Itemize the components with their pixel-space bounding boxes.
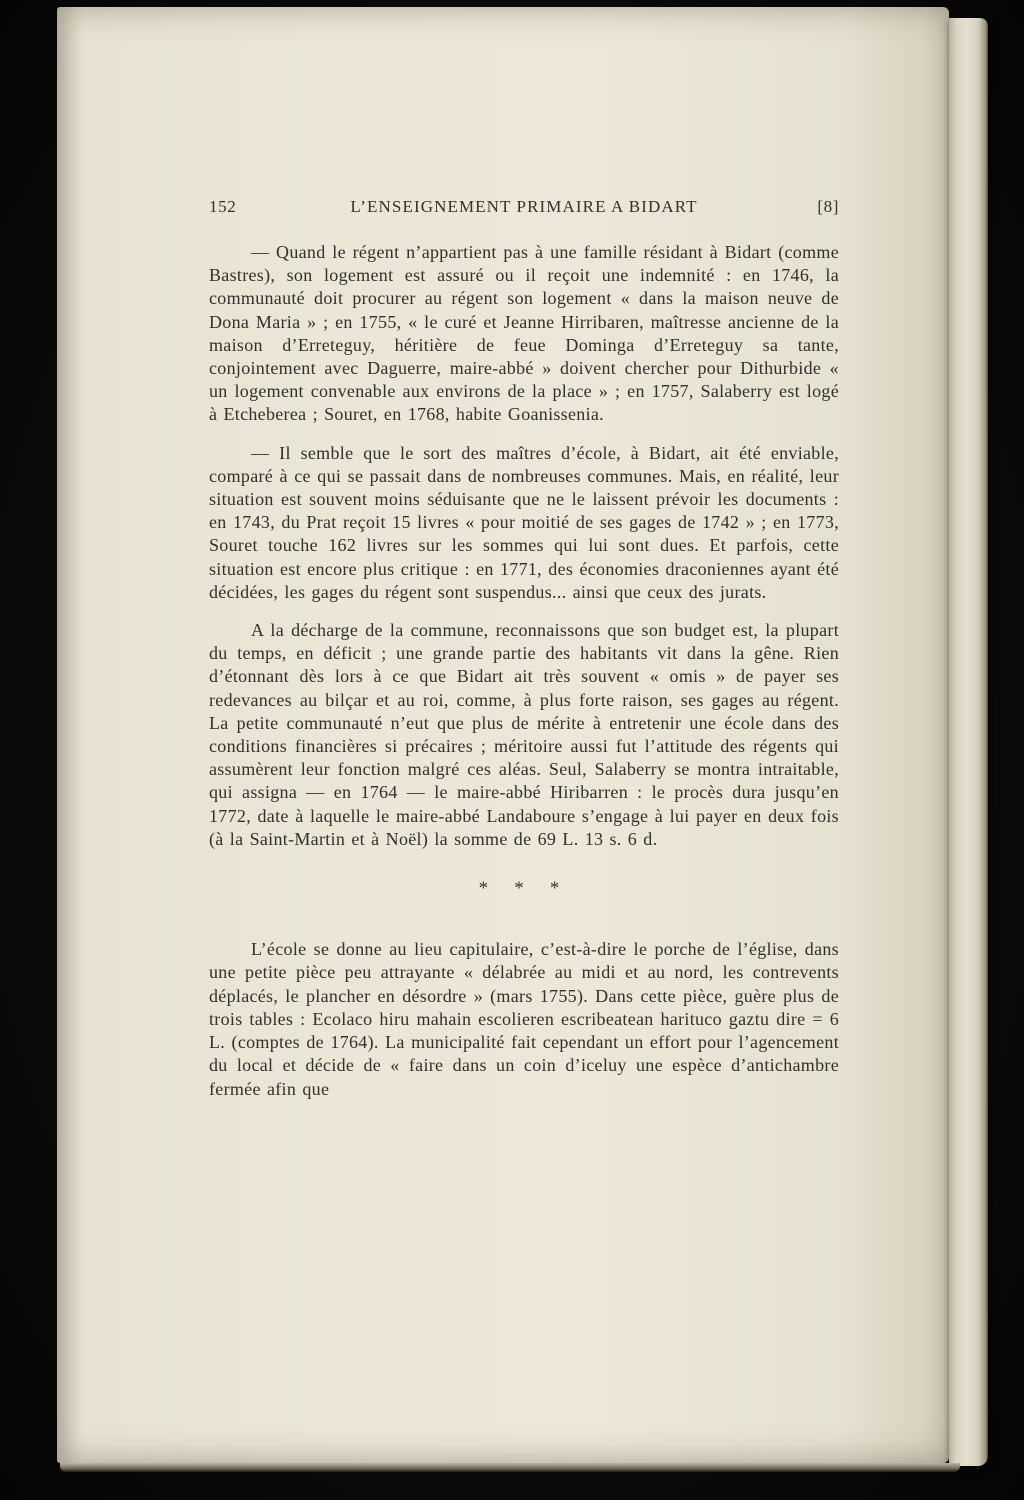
header-folio: [8] — [817, 197, 839, 216]
page-bottom-edge — [60, 1463, 960, 1472]
paragraph: — Il semble que le sort des maîtres d’école, à Bidart, ait été enviable, comparé à ce qui se passait dans de nombreuses communes. Mais, en réalité, leur situation est souvent moins séduisante que ne le laissent prévoir les documents : en 1743, du Prat reçoit 15 livres « pour moitié de ses gages de 1742 » ; en 1773, Souret touche 162 livres sur les sommes qui lui sont dues. Et parfois, cette situation est encore plus critique : en 1771, des économies draconiennes ayant été décidées, les gages du régent sont suspendus... ainsi que ceux des jurats. — [209, 442, 839, 602]
page-content — [209, 197, 839, 1116]
book-page — [57, 7, 949, 1463]
page-body — [209, 241, 839, 1101]
header-title: L’ENSEIGNEMENT PRIMAIRE A BIDART — [350, 197, 698, 216]
paragraph: L’école se donne au lieu capitulaire, c’est-à-dire le porche de l’église, dans une petite pièce peu attrayante « délabrée au midi et au nord, les contrevents déplacés, le plancher en désordre » (mars 1755). Dans cette pièce, guère plus de trois tables : Ecolaco hiru mahain escolieren escribeatean harituco gaztu dire = 6 L. (comptes de 1764). La municipalité fait cependant un effort pour l’agencement du local et décide de « faire dans un coin d’iceluy une espèce d’antichambre fermée afin que — [209, 939, 839, 1099]
paragraph: A la décharge de la commune, reconnaissons que son budget est, la plupart du temps, en déficit ; une grande partie des habitants vit dans la gêne. Rien d’étonnant dès lors à ce que Bidart ait très souvent « omis » de payer ses redevances au bilçar et au roi, comme, à plus forte raison, ses gages au régent. La petite communauté n’eut que plus de mérite à entretenir une école dans des conditions financières si précaires ; méritoire aussi fut l’attitude des régents qui assumèrent leur fonction malgré ces aléas. Seul, Salaberry se montra intraitable, qui assigna — en 1764 — le maire-abbé Hiribarren : le procès dura jusqu’en 1772, date à laquelle le maire-abbé Landaboure s’engage à lui payer en deux fois (à la Saint-Martin et à Noël) la somme de 69 L. 13 s. 6 d. — [209, 620, 839, 849]
page-stack-edge — [949, 18, 988, 1466]
page-header — [209, 197, 839, 217]
paragraph: — Quand le régent n’appartient pas à une famille résidant à Bidart (comme Bastres), son logement est assuré ou il reçoit une indemnité : en 1746, la communauté doit procurer au régent son logement « dans la maison neuve de Dona Maria » ; en 1755, « le curé et Jeanne Hirribaren, maîtresse ancienne de la maison d’Erreteguy, héritière de feue Dominga d’Erreteguy sa tante, conjointement avec Daguerre, maire-abbé » doivent chercher pour Dithurbide « un logement convenable aux environs de la place » ; en 1757, Salaberry est logé à Etcheberea ; Souret, en 1768, habite Goanissenia. — [209, 242, 839, 425]
section-separator: * * * — [478, 878, 570, 900]
page-number: 152 — [209, 197, 237, 216]
